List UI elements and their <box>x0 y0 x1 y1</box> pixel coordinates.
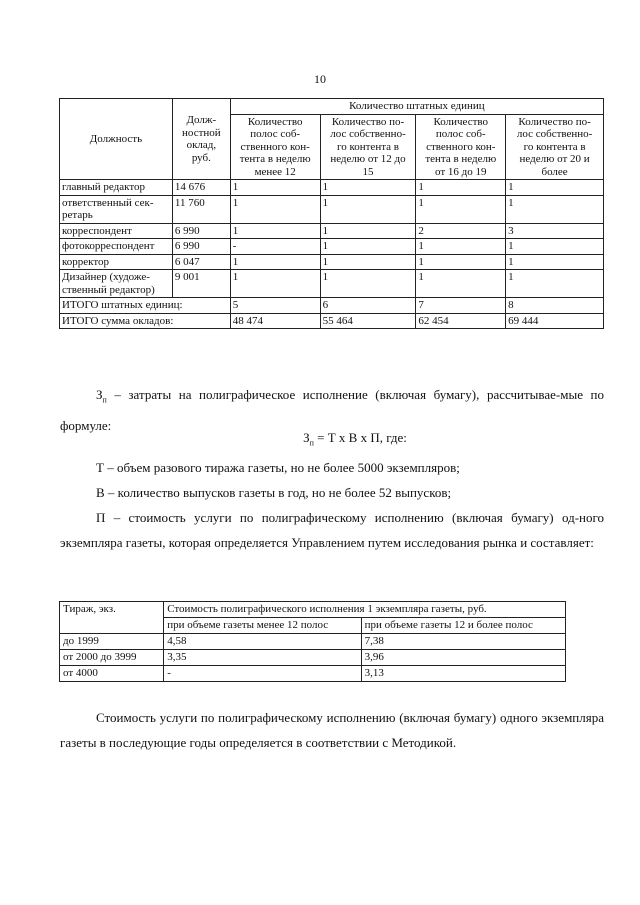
subheader-1: Количество полос соб- ственного кон- тента в неделю менее 12 <box>230 114 320 180</box>
price-cell-run: от 4000 <box>60 666 164 682</box>
total-units-3: 7 <box>416 298 506 314</box>
staff-cell-c1: 1 <box>230 270 320 298</box>
price-body <box>60 634 566 682</box>
staff-row <box>60 223 604 239</box>
staff-row <box>60 239 604 255</box>
staff-cell-salary: 6 047 <box>172 254 230 270</box>
price-cell-more: 7,38 <box>361 634 565 650</box>
staff-cell-c2: 1 <box>320 223 416 239</box>
page-number: 10 <box>314 72 326 86</box>
total-units-4: 8 <box>506 298 604 314</box>
staff-cell-position: корректор <box>60 254 173 270</box>
price-cell-less: 3,35 <box>164 650 361 666</box>
subheader-2: Количество по- лос собственно- го контента в неделю от 12 до 15 <box>320 114 416 180</box>
staff-body <box>60 180 604 298</box>
staff-cell-c2: 1 <box>320 180 416 196</box>
staff-cell-c1: 1 <box>230 195 320 223</box>
price-row <box>60 666 566 682</box>
staff-row <box>60 254 604 270</box>
staff-cell-c4: 1 <box>506 195 604 223</box>
total-units-row <box>60 298 604 314</box>
price-cell-less: 4,58 <box>164 634 361 650</box>
staff-cell-salary: 11 760 <box>172 195 230 223</box>
price-cell-less: - <box>164 666 361 682</box>
staff-cell-c3: 2 <box>416 223 506 239</box>
staff-cell-salary: 14 676 <box>172 180 230 196</box>
staff-cell-c2: 1 <box>320 195 416 223</box>
staff-row <box>60 195 604 223</box>
total-units-label: ИТОГО штатных единиц: <box>60 298 231 314</box>
staff-cell-c3: 1 <box>416 270 506 298</box>
staff-cell-position: корреспондент <box>60 223 173 239</box>
price-table <box>59 601 566 682</box>
price-cell-run: до 1999 <box>60 634 164 650</box>
staff-table <box>59 98 604 329</box>
price-cell-run: от 2000 до 3999 <box>60 650 164 666</box>
staff-cell-c4: 1 <box>506 270 604 298</box>
staff-cell-c2: 1 <box>320 270 416 298</box>
staff-cell-position: главный редактор <box>60 180 173 196</box>
paragraph-final: Стоимость услуги по полиграфическому исполнению (включая бумагу) одного экземпляра газеты в последующие годы определяется в соответствии с Методикой. <box>60 710 604 750</box>
paragraph-zp: $З_п$ – затраты на полиграфическое исполнение (включая бумагу), рассчитывае-мые по формуле: <box>60 387 604 433</box>
staff-cell-c1: 1 <box>230 180 320 196</box>
price-subheader-less: при объеме газеты менее 12 полос <box>164 618 361 634</box>
total-units-2: 6 <box>320 298 416 314</box>
header-quantity: Количество штатных единиц <box>230 99 603 115</box>
header-salary: Долж- ностной оклад, руб. <box>172 99 230 180</box>
paragraph-p: П – стоимость услуги по полиграфическому исполнению (включая бумагу) од-ного экземпляра газеты, которая определяется Управлением путем исследования рынка и составляет: <box>60 510 604 550</box>
price-header-run: Тираж, экз. <box>60 602 164 634</box>
staff-cell-c2: 1 <box>320 254 416 270</box>
total-salary-2: 55 464 <box>320 313 416 329</box>
staff-cell-c3: 1 <box>416 195 506 223</box>
price-cell-more: 3,13 <box>361 666 565 682</box>
price-row <box>60 650 566 666</box>
total-salary-3: 62 454 <box>416 313 506 329</box>
staff-cell-c4: 1 <box>506 180 604 196</box>
staff-cell-c1: - <box>230 239 320 255</box>
staff-cell-c4: 1 <box>506 239 604 255</box>
staff-row <box>60 180 604 196</box>
formula: $З_п = Т$ х В х П, где: <box>303 430 407 448</box>
total-salary-4: 69 444 <box>506 313 604 329</box>
paragraph-v: В – количество выпусков газеты в год, но не более 52 выпусков; <box>96 485 452 500</box>
staff-cell-c4: 3 <box>506 223 604 239</box>
price-header-cost: Стоимость полиграфического исполнения 1 экземпляра газеты, руб. <box>164 602 566 618</box>
staff-cell-c1: 1 <box>230 223 320 239</box>
total-salary-1: 48 474 <box>230 313 320 329</box>
staff-cell-c2: 1 <box>320 239 416 255</box>
staff-row <box>60 270 604 298</box>
staff-cell-position: ответственный сек- ретарь <box>60 195 173 223</box>
staff-cell-c3: 1 <box>416 254 506 270</box>
staff-cell-c3: 1 <box>416 180 506 196</box>
staff-cell-c3: 1 <box>416 239 506 255</box>
price-cell-more: 3,96 <box>361 650 565 666</box>
staff-cell-salary: 6 990 <box>172 239 230 255</box>
subheader-4: Количество по- лос собственно- го контента в неделю от 20 и более <box>506 114 604 180</box>
price-subheader-more: при объеме газеты 12 и более полос <box>361 618 565 634</box>
price-row <box>60 634 566 650</box>
staff-cell-position: фотокорреспондент <box>60 239 173 255</box>
staff-cell-position: Дизайнер (художе- ственный редактор) <box>60 270 173 298</box>
total-units-1: 5 <box>230 298 320 314</box>
staff-cell-c1: 1 <box>230 254 320 270</box>
total-salary-row <box>60 313 604 329</box>
staff-cell-c4: 1 <box>506 254 604 270</box>
staff-cell-salary: 6 990 <box>172 223 230 239</box>
staff-cell-salary: 9 001 <box>172 270 230 298</box>
subheader-3: Количество полос соб- ственного кон- тента в неделю от 16 до 19 <box>416 114 506 180</box>
total-salary-label: ИТОГО сумма окладов: <box>60 313 231 329</box>
header-position: Должность <box>60 99 173 180</box>
paragraph-t: Т – объем разового тиража газеты, но не более 5000 экземпляров; <box>96 460 460 475</box>
